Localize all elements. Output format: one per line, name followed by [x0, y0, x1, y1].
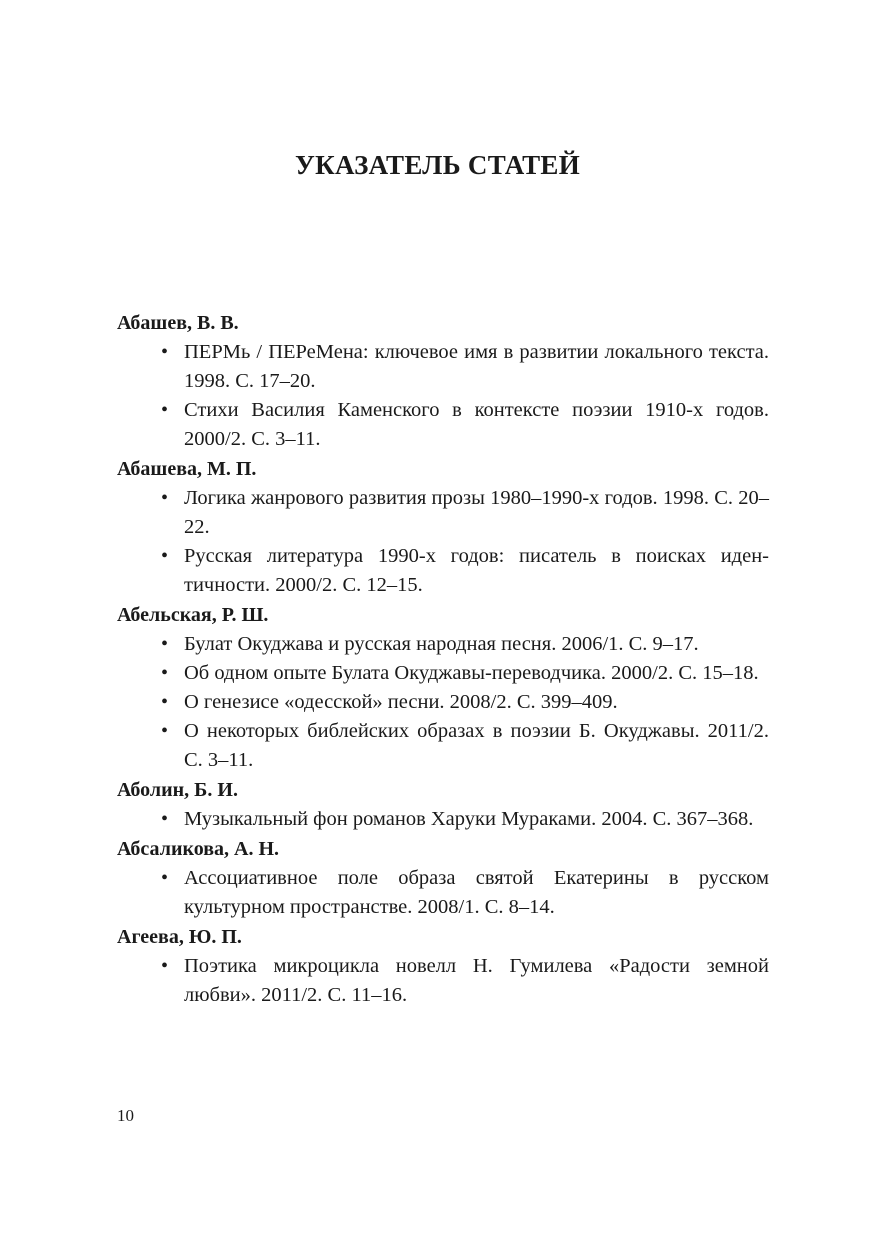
- article-item: [117, 542, 769, 600]
- bullet-icon: •: [161, 545, 169, 567]
- article-item: [117, 717, 769, 775]
- article-text: Ассоциативное поле образа святой Екатерины в русском культурном пространстве. 2008/1. С. 8–14.: [184, 867, 769, 918]
- article-item: [117, 952, 769, 1010]
- article-list: [117, 338, 769, 454]
- article-text: Музыкальный фон романов Харуки Мураками. 2004. С. 367–368.: [184, 808, 754, 830]
- article-item: [117, 484, 769, 542]
- author-name: Абсаликова, А. Н.: [117, 838, 280, 860]
- article-index: [117, 308, 769, 1010]
- bullet-icon: •: [161, 487, 169, 509]
- bullet-icon: •: [161, 399, 169, 421]
- author-name: Абашева, М. П.: [117, 458, 257, 480]
- article-text: Логика жанрового развития прозы 1980–1990-х годов. 1998. С. 20–22.: [184, 487, 769, 538]
- article-item: [117, 688, 769, 717]
- author-entry: [117, 834, 769, 922]
- article-text: Стихи Василия Каменского в контексте поэзии 1910-х годов. 2000/2. С. 3–11.: [184, 399, 769, 450]
- author-name: Аболин, Б. И.: [117, 779, 238, 801]
- article-text: Русская литература 1990-х годов: писатель в поисках идентичности. 2000/2. С. 12–15.: [184, 545, 769, 596]
- article-text: Об одном опыте Булата Окуджавы-переводчика. 2000/2. С. 15–18.: [184, 662, 759, 684]
- bullet-icon: •: [161, 808, 169, 830]
- bullet-icon: •: [161, 720, 169, 742]
- author-entry: [117, 775, 769, 834]
- article-text: Булат Окуджава и русская народная песня. 2006/1. С. 9–17.: [184, 633, 699, 655]
- article-list: [117, 630, 769, 775]
- article-item: [117, 338, 769, 396]
- author-entry: [117, 600, 769, 775]
- article-item: [117, 864, 769, 922]
- article-list: [117, 484, 769, 600]
- bullet-icon: •: [161, 867, 169, 889]
- article-text: О генезисе «одесской» песни. 2008/2. С. 399–409.: [184, 691, 618, 713]
- author-name: Абашев, В. В.: [117, 312, 239, 334]
- article-item: [117, 630, 769, 659]
- author-entry: [117, 308, 769, 454]
- article-text: О некоторых библейских образах в поэзии Б. Окуджавы. 2011/2. С. 3–11.: [184, 720, 769, 771]
- bullet-icon: •: [161, 955, 169, 977]
- article-list: [117, 952, 769, 1010]
- bullet-icon: •: [161, 691, 169, 713]
- article-list: [117, 805, 769, 834]
- article-list: [117, 864, 769, 922]
- article-text: ПЕРМь / ПЕРеМена: ключевое имя в развитии локального текста. 1998. С. 17–20.: [184, 341, 769, 392]
- author-entry: [117, 922, 769, 1010]
- page-title: УКАЗАТЕЛЬ СТАТЕЙ: [294, 150, 581, 180]
- author-name: Абельская, Р. Ш.: [117, 604, 269, 626]
- bullet-icon: •: [161, 341, 169, 363]
- article-item: [117, 659, 769, 688]
- bullet-icon: •: [161, 633, 169, 655]
- article-item: [117, 396, 769, 454]
- article-item: [117, 805, 769, 834]
- author-entry: [117, 454, 769, 600]
- author-name: Агеева, Ю. П.: [117, 926, 242, 948]
- bullet-icon: •: [161, 662, 169, 684]
- article-text: Поэтика микроцикла новелл Н. Гумилева «Радости земной любви». 2011/2. С. 11–16.: [184, 955, 769, 1006]
- page-number: 10: [117, 1106, 134, 1125]
